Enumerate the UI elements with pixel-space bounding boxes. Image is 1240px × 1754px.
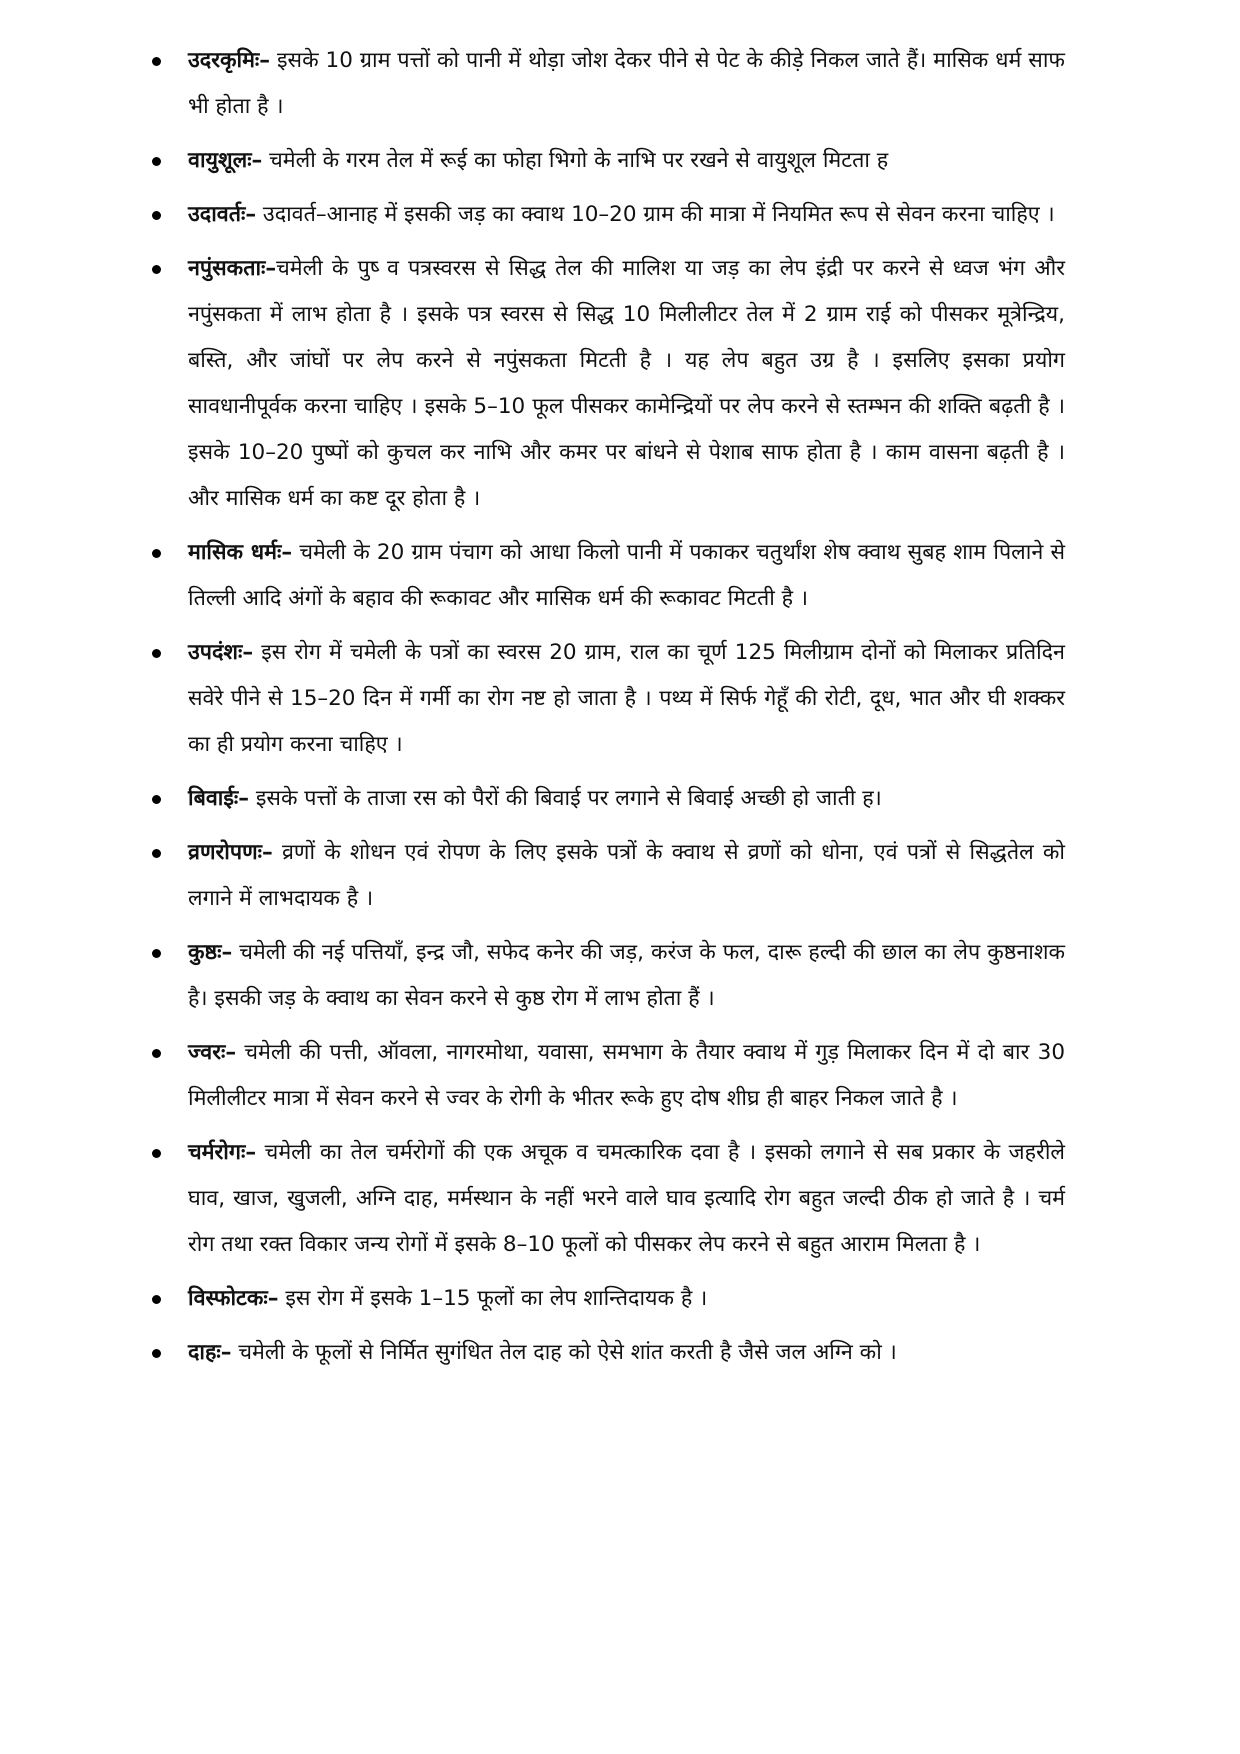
entry-text: चमेली के पुष्‍ व पत्रस्वरस से सिद्ध तेल की मालिश या जड़ का लेप इंद्री पर करने से ध्वज भंग और नपुंसकता में लाभ होता है । इसके पत्र स्वरस से सिद्ध 10 मिलीलीटर तेल में 2 ग्राम राई को पीसकर मूत्रेन्द्रिय, बस्ति, और जांघों पर लेप करने से नपुंसकता मिटती है । यह लेप बहुत उग्र है । इसलिए इसका प्रयोग सावधानीपूर्वक करना चाहिए । इसके 5–10 फूल पीसकर कामेन्द्रियों पर लेप करने से स्तम्भन की शक्ति बढ़ती है । इसके 10–20 पुष्पों को कुचल कर नाभि और कमर पर बांधने से पेशाब साफ होता है । काम वासना बढ़ती है । और मासिक धर्म का कष्ट दूर होता है । <box>188 256 1065 511</box>
bullet-icon <box>152 57 161 66</box>
entry-text: इस रोग में चमेली के पत्रों का स्वरस 20 ग्राम, राल का चूर्ण 125 मिलीग्राम दोनों को मिलाकर प्रतिदिन सवेरे पीने से 15–20 दिन में गर्मी का रोग नष्ट हो जाता है । पथ्य में सिर्फ गेहूँ की रोटी, दूध, भात और घी शक्कर का ही प्रयोग करना चाहिए । <box>188 640 1065 757</box>
list-item <box>150 630 1065 768</box>
entry-term: व्रणरोपणः– <box>188 840 273 865</box>
entry-text: चमेली की पत्ती, ऑवला, नागरमोथा, यवासा, समभाग के तैयार क्वाथ में गुड़ मिलाकर दिन में दो बार 30 मिलीलीटर मात्रा में सेवन करने से ज्वर के रोगी के भीतर रूके हुए दोष शीघ्र ही बाहर निकल जाते है । <box>188 1040 1065 1111</box>
entry-term: विस्फोटकः– <box>188 1286 279 1311</box>
entry-term: उपदंशः– <box>188 640 254 665</box>
entry-term: मासिक धर्मः– <box>188 540 293 565</box>
list-item <box>150 1030 1065 1122</box>
list-item <box>150 776 1065 822</box>
bullet-icon <box>152 1349 161 1358</box>
bullet-icon <box>152 1149 161 1158</box>
entry-term: ज्वरः– <box>188 1040 237 1065</box>
list-item <box>150 530 1065 622</box>
list-item <box>150 830 1065 922</box>
entry-text: चमेली के गरम तेल में रूई का फोहा भिगो के नाभि पर रखने से वायुशूल मिटता ह <box>262 148 889 173</box>
entry-text: व्रणों के शोधन एवं रोपण के लिए इसके पत्रों के क्वाथ से व्रणों को धोना, एवं पत्रों से सिद्धतेल को लगाने में लाभदायक है । <box>188 840 1065 911</box>
list-item <box>150 930 1065 1022</box>
entry-text: इसके 10 ग्राम पत्तों को पानी में थोड़ा जोश देकर पीने से पेट के कीड़े निकल जाते हैं। मासिक धर्म साफ भी होता है । <box>188 48 1065 119</box>
entry-term: दाहः– <box>188 1340 232 1365</box>
entry-text: चमेली के 20 ग्राम पंचाग को आधा किलो पानी में पकाकर चतुर्थांश शेष क्वाथ सुबह शाम पिलाने से तिल्ली आदि अंगों के बहाव की रूकावट और मासिक धर्म की रूकावट मिटती है । <box>188 540 1066 611</box>
bullet-icon <box>152 1295 161 1304</box>
bullet-icon <box>152 157 161 166</box>
bullet-icon <box>152 849 161 858</box>
bullet-icon <box>152 649 161 658</box>
list-item <box>150 1276 1065 1322</box>
entry-term: उदावर्तः– <box>188 202 257 227</box>
entry-term: कुष्ठः– <box>188 940 233 965</box>
entry-term: बिवाईः– <box>188 786 250 811</box>
entry-term: उदरकृमिः– <box>188 48 271 73</box>
bullet-icon <box>152 1049 161 1058</box>
entry-text: इसके पत्तों के ताजा रस को पैरों की बिवाई पर लगाने से बिवाई अच्छी हो जाती ह। <box>249 786 882 811</box>
entry-text: इस रोग में इसके 1–15 फूलों का लेप शान्तिदायक है । <box>278 1286 708 1311</box>
list-item <box>150 138 1065 184</box>
entry-term: वायुशूलः– <box>188 148 263 173</box>
list-item <box>150 1330 1065 1376</box>
bullet-icon <box>152 795 161 804</box>
list-item <box>150 192 1065 238</box>
list-item <box>150 1130 1065 1268</box>
entry-term: चर्मरोगः– <box>188 1140 257 1165</box>
entry-text: उदावर्त–आनाह में इसकी जड़ का क्वाथ 10–20 ग्राम की मात्रा में नियमित रूप से सेवन करना चाहिए । <box>256 202 1055 227</box>
bullet-icon <box>152 549 161 558</box>
entry-text: चमेली के फूलों से निर्मित सुगंधित तेल दाह को ऐसे शांत करती है जैसे जल अग्नि को । <box>231 1340 897 1365</box>
entry-term: नपुंसकताः– <box>188 256 277 281</box>
list-item <box>150 246 1065 522</box>
entry-text: चमेली की नई पत्तियॉं, इन्द्र जौ, सफेद कनेर की जड़, करंज के फल, दारू हल्दी की छाल का लेप कुष्ठनाशक है। इसकी जड़ के क्वाथ का सेवन करने से कुष्ठ रोग में लाभ होता हैं । <box>188 940 1065 1011</box>
bullet-icon <box>152 265 161 274</box>
bullet-icon <box>152 949 161 958</box>
remedy-list <box>150 38 1065 1384</box>
entry-text: चमेली का तेल चर्मरोगों की एक अचूक व चमत्कारिक दवा है । इसको लगाने से सब प्रकार के जहरीले घाव, खाज, खुजली, अग्नि दाह, मर्मस्थान के नहीं भरने वाले घाव इत्यादि रोग बहुत जल्दी ठीक हो जाते है । चर्म रोग तथा रक्त विकार जन्य रोगों में इसके 8–10 फूलों को पीसकर लेप करने से बहुत आराम मिलता है । <box>188 1140 1065 1257</box>
bullet-icon <box>152 211 161 220</box>
list-item <box>150 38 1065 130</box>
